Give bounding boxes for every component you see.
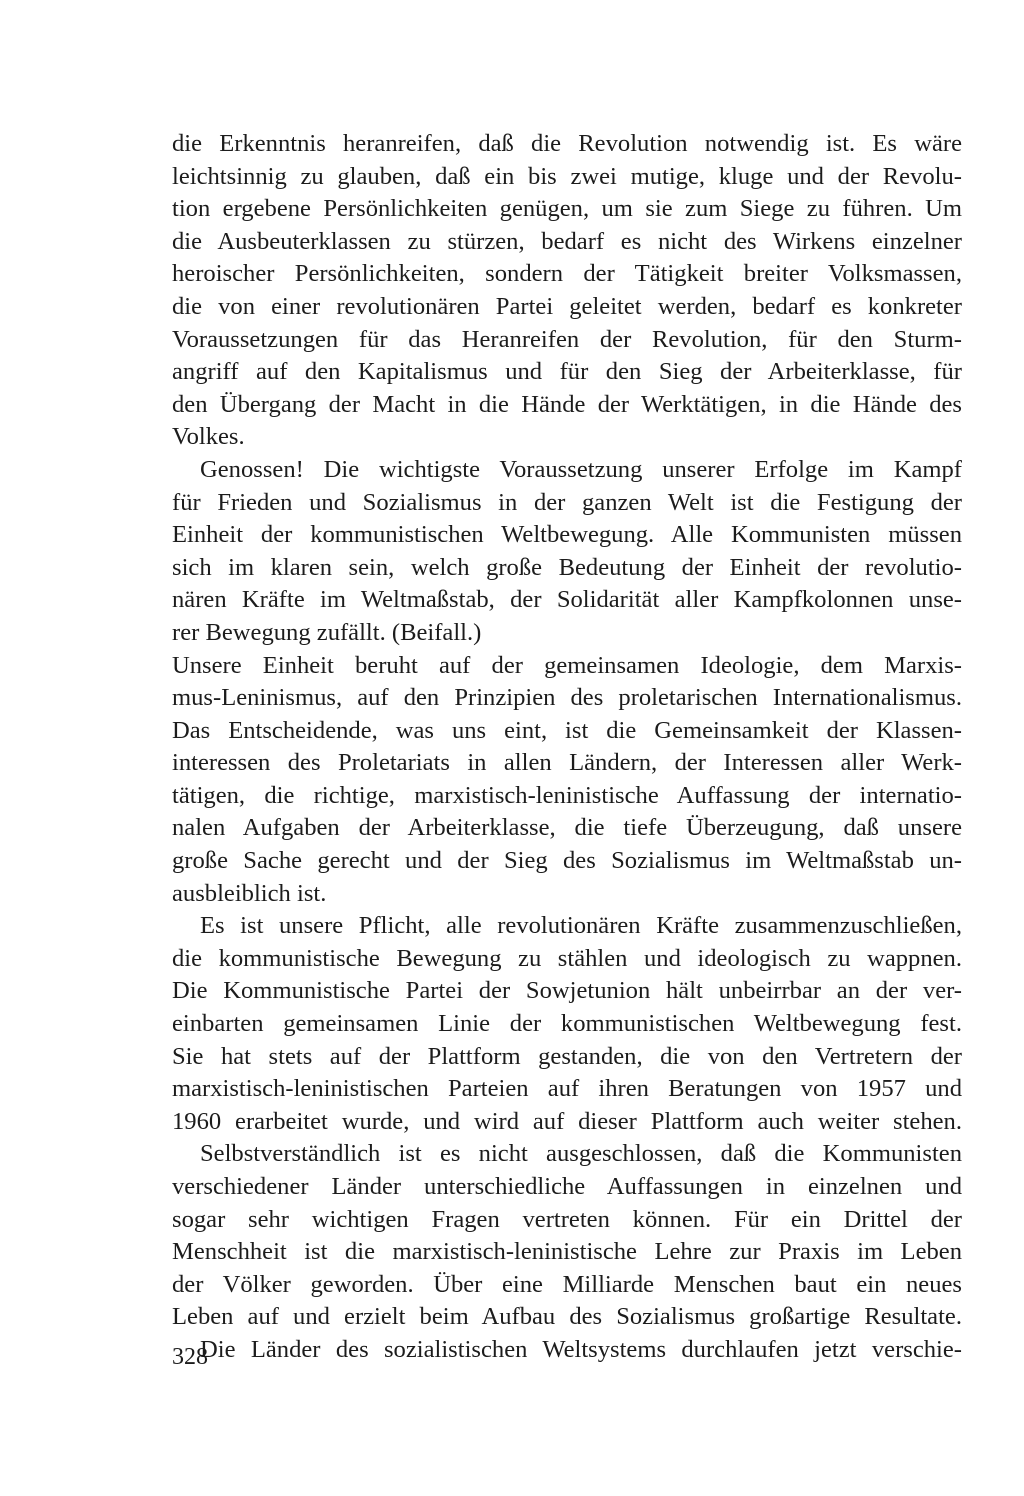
text-line: der Völker geworden. Über eine Milliarde Menschen baut ein neues [172, 1270, 962, 1298]
text-line: große Sache gerecht und der Sieg des Sozialismus im Weltmaßstab un- [172, 847, 962, 875]
text-line: mus-Leninismus, auf den Prinzipien des proletarischen Internationalismus. [172, 684, 962, 712]
text-line: sogar sehr wichtigen Fragen vertreten können. Für ein Drittel der [172, 1205, 962, 1233]
page-number: 328 [172, 1344, 208, 1370]
text-line: Menschheit ist die marxistisch-leninistische Lehre zur Praxis im Leben [172, 1238, 962, 1266]
text-line: den Übergang der Macht in die Hände der Werktätigen, in die Hände des [172, 390, 962, 418]
text-line: sich im klaren sein, welch große Bedeutung der Einheit der revolutio- [172, 553, 962, 581]
text-line: Die Länder des sozialistischen Weltsystems durchlaufen jetzt verschie- [200, 1335, 962, 1363]
text-line: 1960 erarbeitet wurde, und wird auf dieser Plattform auch weiter stehen. [172, 1107, 962, 1135]
text-line: marxistisch-leninistischen Parteien auf ihren Beratungen von 1957 und [172, 1075, 962, 1103]
text-line: Genossen! Die wichtigste Voraussetzung unserer Erfolge im Kampf [200, 455, 962, 483]
text-line: nären Kräfte im Weltmaßstab, der Solidarität aller Kampfkolonnen unse- [172, 586, 962, 614]
text-line: leichtsinnig zu glauben, daß ein bis zwei mutige, kluge und der Revolu- [172, 162, 962, 190]
text-line: ausbleiblich ist. [172, 879, 327, 907]
text-line: Selbstverständlich ist es nicht ausgeschlossen, daß die Kommunisten [200, 1140, 962, 1168]
text-line: Das Entscheidende, was uns eint, ist die Gemeinsamkeit der Klassen- [172, 716, 962, 744]
text-line: Sie hat stets auf der Plattform gestanden, die von den Vertretern der [172, 1042, 962, 1070]
text-line: interessen des Proletariats in allen Ländern, der Interessen aller Werk- [172, 749, 962, 777]
text-line: für Frieden und Sozialismus in der ganzen Welt ist die Festigung der [172, 488, 962, 516]
text-line: Volkes. [172, 423, 245, 451]
text-line: verschiedener Länder unterschiedliche Auffassungen in einzelnen und [172, 1173, 962, 1200]
text-line: Voraussetzungen für das Heranreifen der Revolution, für den Sturm- [172, 325, 962, 353]
text-line: die kommunistische Bewegung zu stählen und ideologisch zu wappnen. [172, 944, 962, 972]
text-line: tätigen, die richtige, marxistisch-leninistische Auffassung der internatio- [172, 781, 962, 809]
text-line: Die Kommunistische Partei der Sowjetunion hält unbeirrbar an der ver- [172, 977, 962, 1005]
text-line: angriff auf den Kapitalismus und für den Sieg der Arbeiterklasse, für [172, 358, 962, 386]
text-line: Einheit der kommunistischen Weltbewegung. Alle Kommunisten müssen [172, 521, 962, 549]
text-line: Leben auf und erzielt beim Aufbau des Sozialismus großartige Resultate. [172, 1303, 962, 1331]
text-line: heroischer Persönlichkeiten, sondern der Tätigkeit breiter Volksmassen, [172, 260, 962, 288]
text-line: die von einer revolutionären Partei geleitet werden, bedarf es konkreter [172, 292, 962, 320]
text-line: rer Bewegung zufällt. (Beifall.) [172, 618, 482, 646]
text-line: Unsere Einheit beruht auf der gemeinsamen Ideologie, dem Marxis- [172, 651, 962, 679]
text-line: tion ergebene Persönlichkeiten genügen, um sie zum Siege zu führen. Um [172, 195, 962, 223]
text-line: einbarten gemeinsamen Linie der kommunistischen Weltbewegung fest. [172, 1010, 962, 1038]
body-text [172, 128, 962, 1367]
text-line: nalen Aufgaben der Arbeiterklasse, die tiefe Überzeugung, daß unsere [172, 814, 962, 842]
text-line: die Ausbeuterklassen zu stürzen, bedarf es nicht des Wirkens einzelner [172, 227, 962, 255]
text-line: die Erkenntnis heranreifen, daß die Revolution notwendig ist. Es wäre [172, 130, 962, 157]
text-line: Es ist unsere Pflicht, alle revolutionären Kräfte zusammenzuschließen, [200, 912, 962, 940]
